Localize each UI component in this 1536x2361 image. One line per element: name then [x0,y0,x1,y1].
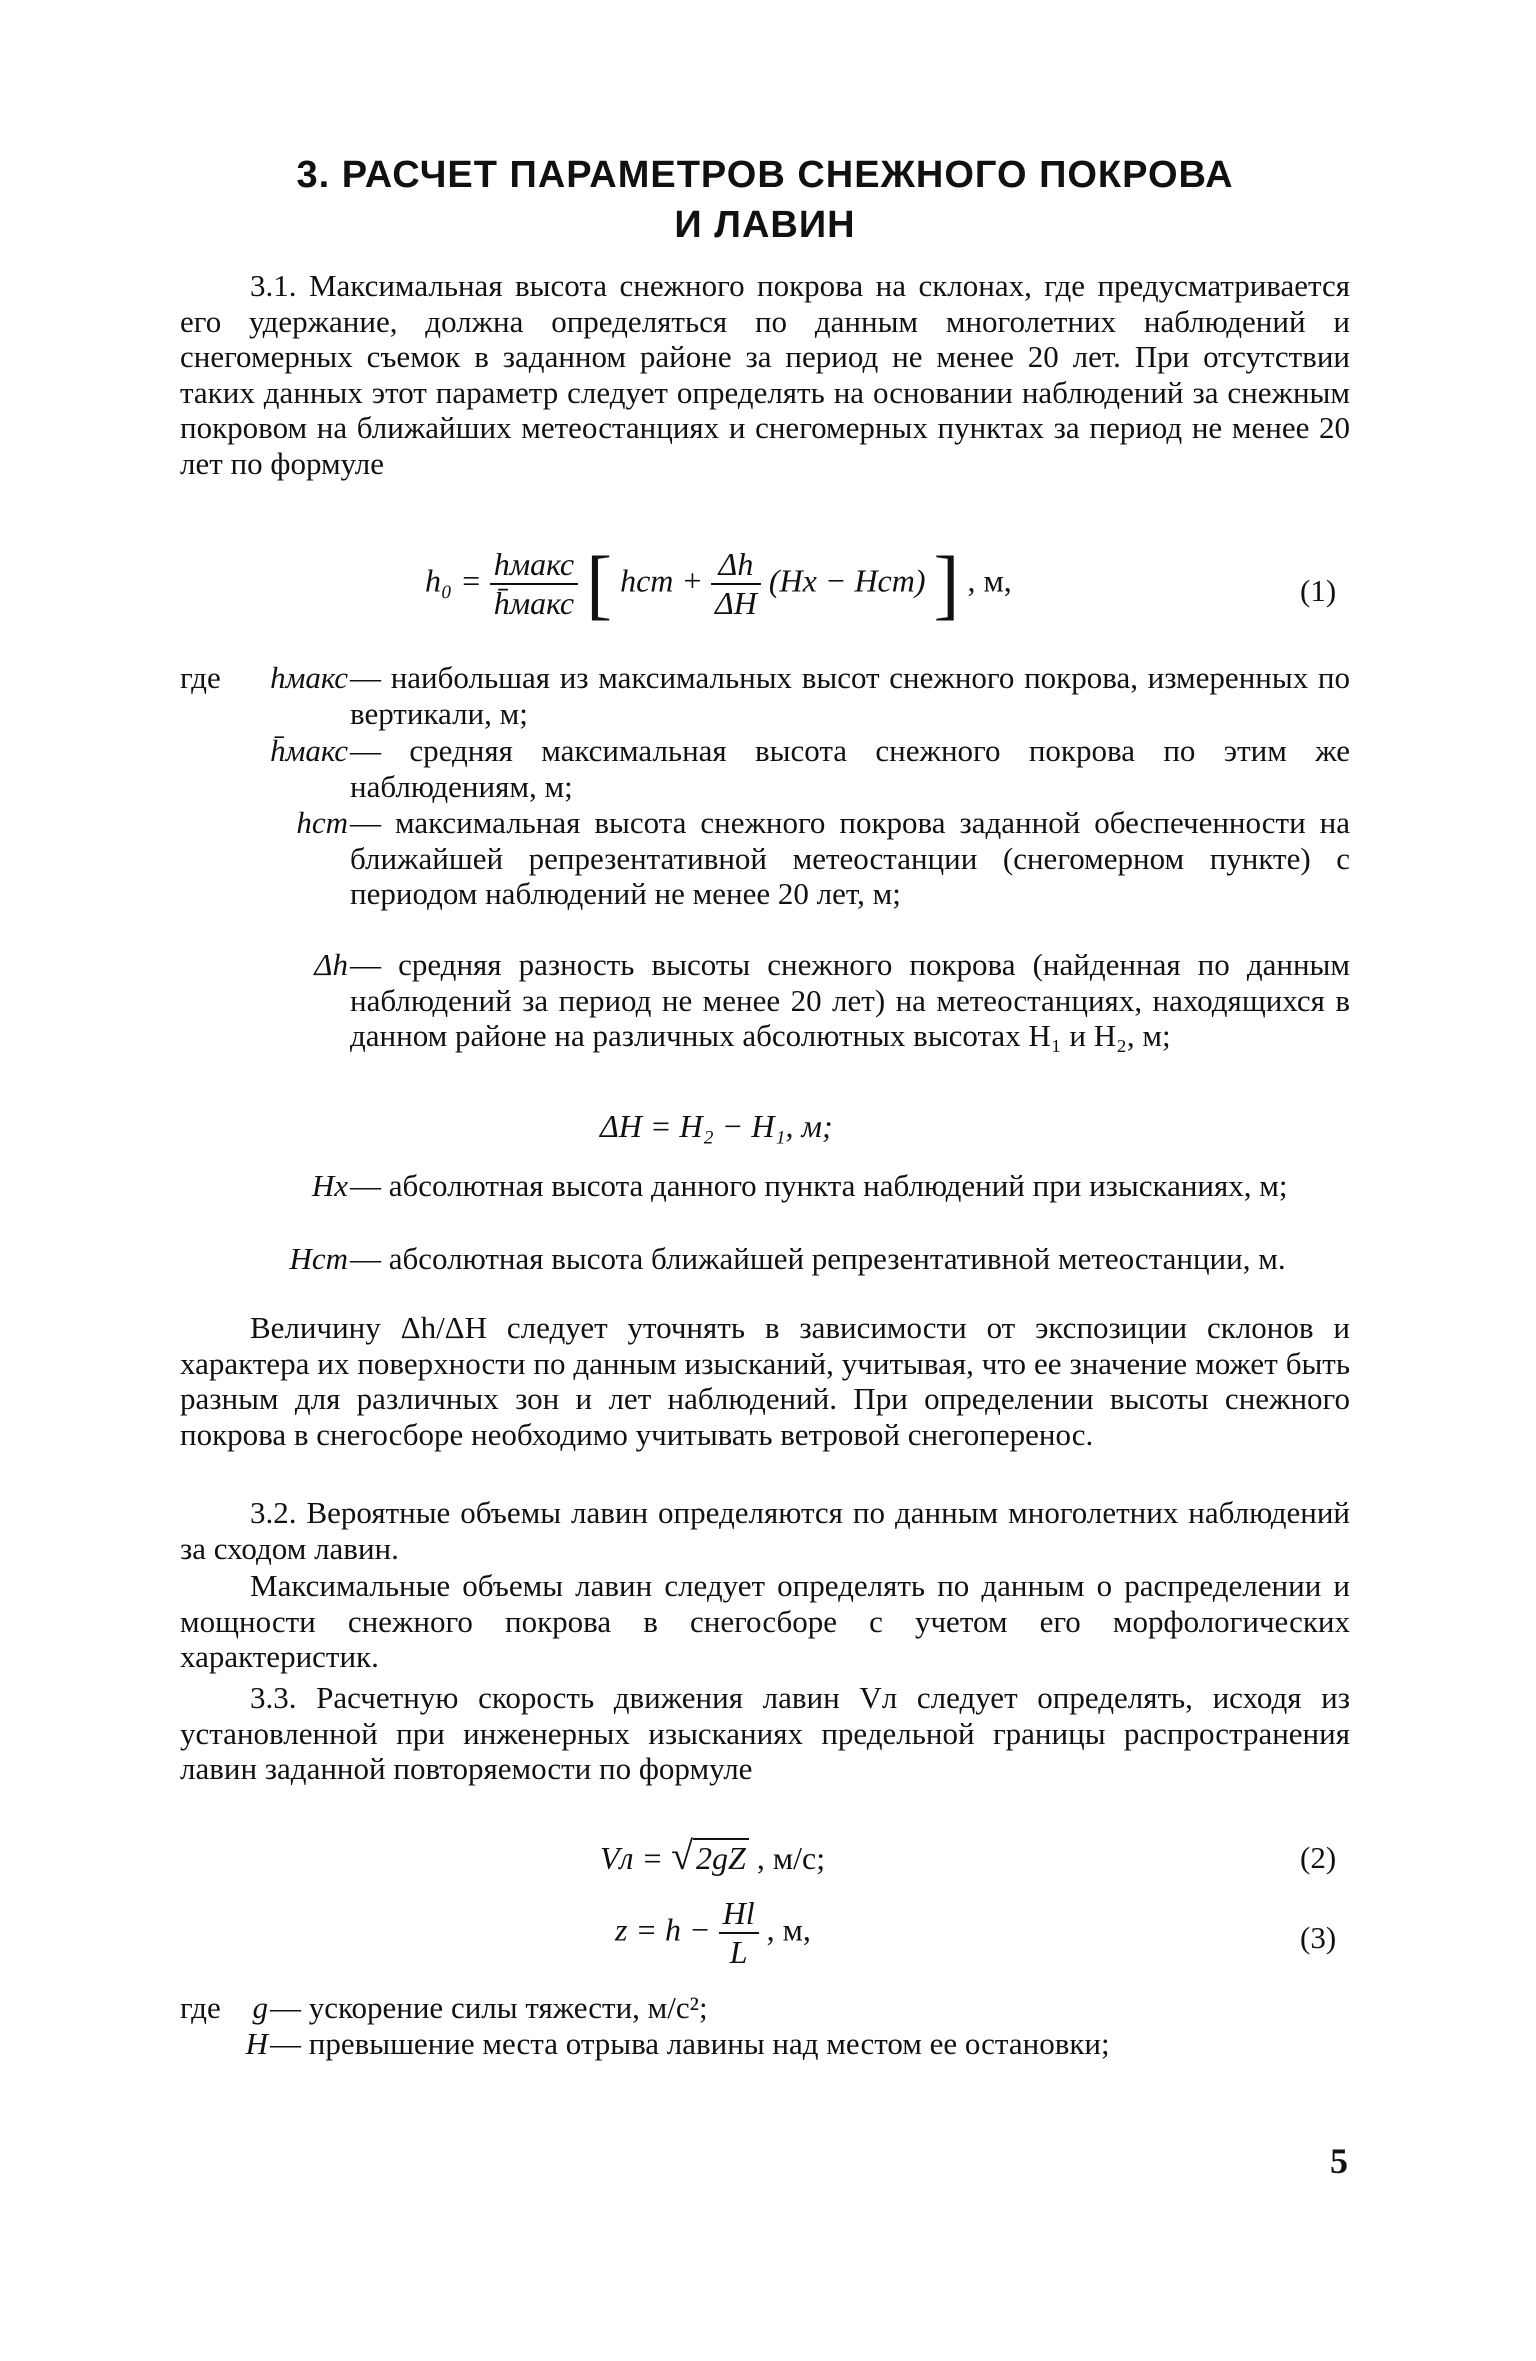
def-text: — средняя разность высоты снежного покрова (найденная по данным наблюдений за период не менее 20 лет) на метеостанциях, находящихся в данном районе на различных абсолютных высотах H₁ и H₂, м; [350,947,1350,1053]
formula-1-fraction [490,546,578,622]
paragraph-text: 3.2. Вероятные объемы лавин определяются по данным многолетних наблюдений за сходом лавин. [180,1495,1350,1566]
formula-delta-h: ΔH = H₂ − H₁, м; [600,1108,833,1144]
definitions-2 [180,1168,1350,1313]
paragraph-text: Максимальные объемы лавин следует определять по данным о распределении и мощности снежного покрова в снегосборе с учетом его морфологических характеристик. [180,1568,1350,1674]
formula-1-term-a: hст + [620,562,703,599]
formula-1-term-b: (Hx − Hст) [768,562,926,599]
section-title-line2: И ЛАВИН [674,204,856,246]
where-label: где [180,1990,221,2025]
paragraph-3-2 [180,1495,1350,1566]
def-symbol: h̄макс [270,733,348,768]
paragraph-3-1 [180,268,1350,481]
formula-1 [425,540,1012,627]
formula-1-inner-denominator: ΔH [714,585,757,621]
formula-1-lhs: h₀ = [425,562,482,599]
def-text: — превышение места отрыва лавины над местом ее остановки; [270,2026,1110,2061]
def-text: — наибольшая из максимальных высот снежного покрова, измеренных по вертикали, м; [350,660,1350,731]
formula-2-number: (2) [1300,1840,1337,1875]
formula-2 [600,1832,825,1879]
def-text: — ускорение силы тяжести, м/с²; [270,1990,708,2025]
def-text: — средняя максимальная высота снежного покрова по этим же наблюдениям, м; [350,733,1350,804]
paragraph-text: 3.1. Максимальная высота снежного покрова на склонах, где предусматривается его удержание, должна определяться по данным многолетних наблюдений и снегомерных съемок в заданном районе за период не менее 20 лет. При отсутствии таких данных этот параметр следует определять на основании наблюдений за снежным покровом на ближайших метеостанциях и снегомерных пунктах за период не менее 20 лет по формуле [180,268,1350,481]
def-symbol: hмакс [270,660,348,695]
def-text: — абсолютная высота данного пункта наблюдений при изысканиях, м; [350,1168,1288,1203]
paragraph-text: 3.3. Расчетную скорость движения лавин Vл следует определять, исходя из установленной при инженерных изысканиях предельной границы распространения лавин заданной повторяемости по формуле [180,1680,1350,1786]
paragraph-3-3 [180,1680,1350,1787]
def-symbol: Δh [314,947,348,982]
formula-3-fraction [719,1895,759,1971]
right-bracket: ] [933,540,960,627]
formula-3-numerator: Hl [719,1895,759,1934]
section-title-line1: 3. РАСЧЕТ ПАРАМЕТРОВ СНЕЖНОГО ПОКРОВА [296,154,1234,196]
formula-1-unit: , м, [967,562,1012,599]
left-bracket: [ [586,540,613,627]
formula-3-lhs: z = h − [615,1911,711,1948]
def-symbol: g [252,1990,268,2025]
def-symbol: Hст [289,1241,348,1276]
formula-3-denominator: L [729,1934,748,1970]
formula-3 [615,1895,811,1971]
def-symbol: hст [296,805,348,840]
formula-1-number: (1) [1300,573,1337,608]
def-symbol: Hx [311,1168,348,1203]
def-text: — максимальная высота снежного покрова заданной обеспеченности на ближайшей репрезентативной метеостанции (снегомерном пункте) с периодом наблюдений не менее 20 лет, м; [350,805,1350,911]
formula-2-radicand: 2gZ [693,1838,749,1876]
sqrt-icon: √ [671,1833,694,1878]
formula-1-numerator: hмакс [490,546,578,585]
def-text: — абсолютная высота ближайшей репрезентативной метеостанции, м. [350,1241,1286,1276]
formula-1-inner-fraction [711,546,761,622]
formula-1-denominator: h̄макс [493,585,575,621]
where-label: где [180,660,221,695]
def-symbol: H [245,2026,268,2061]
page-number: 5 [1330,2141,1348,2181]
paragraph-text: Величину Δh/ΔH следует уточнять в зависимости от экспозиции склонов и характера их поверхности по данным изысканий, учитывая, что ее значение может быть разным для различных зон и лет наблюдений. При определении высоты снежного покрова в снегосборе необходимо учитывать ветровой снегоперенос. [180,1310,1350,1452]
formula-1-inner-numerator: Δh [711,546,761,585]
definitions-3 [180,1990,1350,2110]
formula-2-unit: , м/с; [756,1840,826,1876]
formula-3-number: (3) [1300,1920,1337,1955]
formula-2-lhs: Vл = [600,1840,664,1876]
paragraph-value [180,1310,1350,1452]
paragraph-max-volume [180,1568,1350,1675]
formula-3-unit: , м, [766,1911,811,1948]
definitions-1 [180,660,1350,1120]
